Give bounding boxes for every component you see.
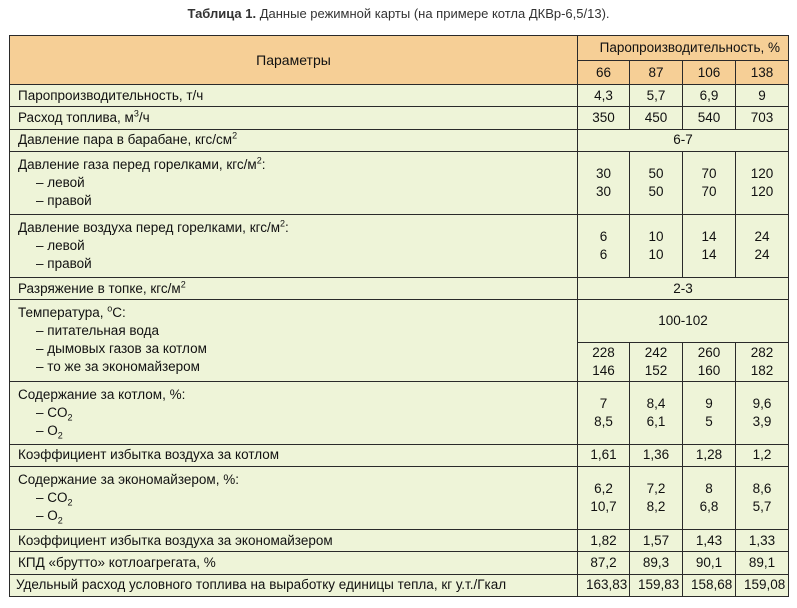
- cell: 5,7: [630, 85, 683, 107]
- cell: [736, 215, 789, 278]
- value: 10: [648, 246, 664, 262]
- cell: [578, 152, 630, 215]
- value: 5,7: [752, 498, 772, 514]
- label-sup: o: [107, 303, 113, 314]
- cell: [736, 466, 789, 529]
- label-sup: 3: [133, 108, 139, 119]
- sub-label: [18, 507, 569, 525]
- cell: [736, 381, 789, 444]
- cell: 1,43: [683, 529, 736, 551]
- cell: [630, 152, 683, 215]
- value: 8: [705, 480, 713, 496]
- cell: [630, 466, 683, 529]
- cell: [683, 381, 736, 444]
- value: 30: [595, 184, 612, 200]
- label-text: :: [261, 157, 266, 173]
- sub-label: [18, 489, 569, 507]
- col-header-66: 66: [578, 61, 630, 85]
- cell: 159,83: [630, 574, 683, 596]
- cell: [683, 342, 736, 381]
- value: 3,9: [752, 413, 772, 429]
- value: 70: [701, 166, 717, 182]
- sub-label: – питательная вода: [36, 323, 159, 339]
- table-row: [10, 215, 789, 278]
- value: 260: [697, 344, 721, 360]
- cell: 1,82: [578, 529, 630, 551]
- cell: 163,83: [578, 574, 630, 596]
- label-sub: 2: [57, 430, 63, 441]
- value: 14: [701, 246, 717, 262]
- table-row: [10, 574, 789, 596]
- label-text: Давление воздуха перед горелками, кгс/м: [18, 219, 281, 235]
- cell: [683, 152, 736, 215]
- label-text: – O: [36, 422, 58, 438]
- row-label: Коэффициент избытка воздуха за экономайзером: [10, 529, 578, 551]
- table-row: [10, 529, 789, 551]
- value: 6: [599, 246, 608, 262]
- cell: 1,61: [578, 444, 630, 466]
- cell: 89,1: [736, 552, 789, 574]
- value: 6,1: [646, 413, 666, 429]
- value: 10: [648, 228, 664, 244]
- row-label: Удельный расход условного топлива на выработку единицы тепла, кг у.т./Гкал: [10, 574, 578, 596]
- cell: [736, 342, 789, 381]
- row-label: [10, 215, 578, 278]
- table-row: [10, 381, 789, 444]
- cell: [683, 466, 736, 529]
- value: 9,6: [752, 395, 772, 411]
- label-sup: 2: [256, 155, 262, 166]
- value: 146: [592, 362, 615, 378]
- value: 228: [592, 344, 615, 360]
- cell: 9: [736, 85, 789, 107]
- value: 8,6: [752, 480, 772, 496]
- cell: 6,9: [683, 85, 736, 107]
- cell-span: 100-102: [578, 300, 789, 343]
- cell: 1,2: [736, 444, 789, 466]
- cell: 350: [578, 107, 630, 129]
- cell: 87,2: [578, 552, 630, 574]
- label-text: – O: [36, 507, 58, 523]
- row-label: Коэффициент избытка воздуха за котлом: [10, 444, 578, 466]
- value: 10,7: [590, 498, 617, 514]
- cell: [630, 381, 683, 444]
- label-sub: 2: [67, 412, 73, 423]
- cell: 1,36: [630, 444, 683, 466]
- value: 120: [750, 166, 774, 182]
- sub-label: – левой: [36, 175, 85, 191]
- value: 242: [644, 344, 668, 360]
- label-text: Температура,: [18, 305, 108, 321]
- caption-text: Данные режимной карты (на примере котла ДКВр-6,5/13).: [256, 6, 610, 21]
- sub-label: – правой: [36, 255, 92, 271]
- cell-span: 2-3: [578, 277, 789, 299]
- steam-capacity-header: Паропроизводительность, %: [578, 36, 789, 61]
- label-sup: 2: [280, 218, 286, 229]
- value: 8,4: [646, 395, 666, 411]
- label-sub: 2: [57, 515, 63, 526]
- row-label: [10, 129, 578, 151]
- label-text: Разряжение в топке, кгс/м: [18, 280, 181, 296]
- label-sup: 2: [232, 130, 238, 141]
- table-caption: [0, 6, 797, 21]
- cell: 1,28: [683, 444, 736, 466]
- cell: 703: [736, 107, 789, 129]
- value: 50: [648, 166, 664, 182]
- cell: 158,68: [683, 574, 736, 596]
- col-header-87: 87: [630, 61, 683, 85]
- table-row: [10, 552, 789, 574]
- cell: 540: [683, 107, 736, 129]
- label-text: С:: [112, 305, 126, 321]
- cell: [630, 342, 683, 381]
- cell-span: 6-7: [578, 129, 789, 151]
- sub-label: [18, 404, 569, 422]
- label-sub: 2: [67, 497, 73, 508]
- label-text: Давление пара в барабане, кгс/см: [18, 132, 233, 148]
- row-label: [10, 152, 578, 215]
- row-label: КПД «брутто» котлоагрегата, %: [10, 552, 578, 574]
- value: 120: [750, 184, 774, 200]
- cell: [578, 215, 630, 278]
- value: 6,2: [594, 480, 613, 496]
- sub-label: – то же за экономайзером: [36, 359, 200, 375]
- col-header-138: 138: [736, 61, 789, 85]
- label-text: /ч: [138, 110, 150, 126]
- value: 50: [648, 184, 664, 200]
- label-text: – CO: [36, 489, 68, 505]
- sub-label: – левой: [36, 237, 85, 253]
- params-header: Параметры: [10, 36, 578, 85]
- value: 24: [754, 228, 770, 244]
- table-row: [10, 107, 789, 129]
- row-label: [10, 466, 578, 529]
- cell: 4,3: [578, 85, 630, 107]
- value: 8,5: [594, 413, 613, 429]
- col-header-106: 106: [683, 61, 736, 85]
- table-row: [10, 85, 789, 107]
- label-text: Содержание за экономайзером, %:: [18, 471, 239, 487]
- row-label: [10, 277, 578, 299]
- label-text: Содержание за котлом, %:: [18, 386, 186, 402]
- sub-label: – дымовых газов за котлом: [36, 341, 207, 357]
- table-row: [10, 129, 789, 151]
- mode-card-table: [9, 35, 789, 597]
- table-row: [10, 444, 789, 466]
- value: 6,8: [699, 498, 719, 514]
- value: 70: [701, 184, 717, 200]
- cell: [736, 152, 789, 215]
- row-label: [10, 381, 578, 444]
- label-text: – CO: [36, 404, 68, 420]
- cell: 89,3: [630, 552, 683, 574]
- cell: [630, 215, 683, 278]
- row-label: [10, 107, 578, 129]
- row-label: Паропроизводительность, т/ч: [10, 85, 578, 107]
- value: 14: [701, 228, 717, 244]
- table-row: [10, 152, 789, 215]
- sub-label: [18, 422, 569, 440]
- value: 9: [705, 395, 713, 411]
- cell: 159,08: [736, 574, 789, 596]
- cell: 1,33: [736, 529, 789, 551]
- value: 7,2: [646, 480, 666, 496]
- label-text: Давление газа перед горелками, кгс/м: [18, 157, 257, 173]
- cell: 90,1: [683, 552, 736, 574]
- cell: [578, 466, 630, 529]
- cell: 450: [630, 107, 683, 129]
- value: 160: [697, 362, 721, 378]
- value: 8,2: [646, 498, 666, 514]
- value: 152: [644, 362, 668, 378]
- cell: [683, 215, 736, 278]
- cell: 1,57: [630, 529, 683, 551]
- cell: [578, 342, 630, 381]
- label-sup: 2: [180, 279, 186, 290]
- table-row: [10, 300, 789, 343]
- value: 7: [599, 395, 608, 411]
- caption-bold: Таблица 1.: [187, 6, 257, 21]
- value: 24: [754, 246, 770, 262]
- table-row: [10, 466, 789, 529]
- value: 282: [750, 344, 774, 360]
- cell: [578, 381, 630, 444]
- value: 5: [705, 413, 713, 429]
- value: 6: [599, 228, 608, 244]
- row-label: [10, 300, 578, 381]
- value: 30: [595, 166, 612, 182]
- header-row: [10, 36, 789, 61]
- value: 182: [750, 362, 774, 378]
- table-row: [10, 277, 789, 299]
- sub-label: – правой: [36, 193, 92, 209]
- label-text: :: [285, 219, 289, 235]
- label-text: Расход топлива, м: [18, 110, 134, 126]
